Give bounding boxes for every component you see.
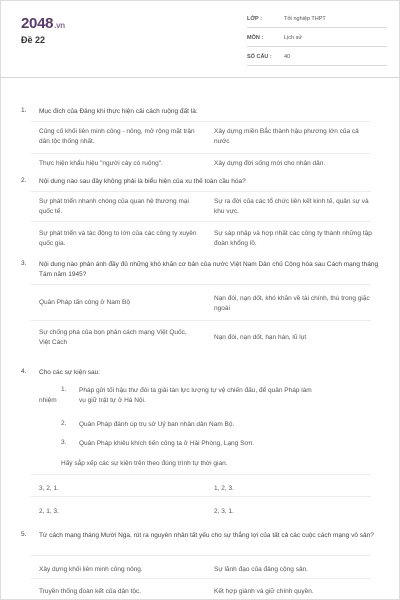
answer-option-a[interactable]: Củng cố khối liên minh công - nông, mở rộng mặt trận dân tộc thống nhất. [39, 128, 195, 145]
event-number: 2. [61, 420, 67, 427]
question-number: 3. [21, 260, 27, 267]
meta-value: Lịch sử [284, 35, 303, 41]
divider [31, 284, 371, 285]
meta-row-subject [247, 32, 387, 47]
answer-option-a[interactable]: Sự phát triển nhanh chóng của quan hệ thương mại quốc tế. [39, 198, 189, 215]
question-text: Nội dung nào phản ánh đầy đủ những khó khăn cơ bản của nước Việt Nam Dân chủ Cộng hòa sau Cách mạng tháng Tám năm 1945? [39, 261, 379, 278]
answer-option-b[interactable]: Sự ra đời của các tổ chức liên kết kinh tế, quân sự và khu vực. [214, 198, 369, 215]
divider [31, 320, 371, 321]
question-text: Cho các sự kiện sau: [39, 369, 101, 376]
answer-option-d[interactable]: Sự sáp nhập và hợp nhất các công ty thành những tập đoàn khổng lồ. [214, 230, 372, 247]
meta-label: LỚP : [247, 16, 262, 22]
question-number: 2. [21, 177, 27, 184]
meta-row-class [247, 13, 387, 28]
meta-label: SỐ CÂU : [247, 54, 272, 60]
question-number: 1. [21, 107, 27, 114]
answer-option-a[interactable]: 3, 2, 1. [39, 485, 59, 492]
answer-option-c[interactable]: Sự chống phá của bọn phản cách mạng Việt Quốc, Việt Cách [39, 329, 187, 346]
answer-option-b[interactable]: Nạn đói, nạn dốt, khó khăn về tài chính, thù trong giặc ngoài [214, 295, 370, 312]
logo-suffix: .vn [54, 21, 65, 30]
question-text: Mục đích của Đảng khi thực hiện cải cách ruộng đất là: [39, 108, 198, 115]
answer-option-c[interactable]: Thực hiện khẩu hiệu "người cày có ruộng". [39, 160, 163, 167]
divider [31, 496, 371, 497]
meta-row-count [247, 51, 387, 66]
logo-main: 2048 [21, 15, 54, 32]
divider [31, 121, 371, 122]
answer-option-d[interactable]: 2, 3, 1. [214, 508, 234, 515]
event-text: Quân Pháp khiêu khích tiến công ta ở Hải Phòng, Lạng Sơn. [79, 440, 255, 447]
divider [31, 555, 371, 556]
answer-option-c[interactable]: 2, 1, 3. [39, 508, 59, 515]
event-text-wrap: nhiệm [39, 397, 57, 404]
answer-option-b[interactable]: Sự lãnh đạo của đảng cộng sản. [214, 566, 308, 573]
answer-option-b[interactable]: Xây dựng miền Bắc thành hậu phương lớn của cả nước [214, 128, 359, 145]
answer-option-c[interactable]: Sự phát triển và tác động to lớn của các công ty xuyên quốc gia. [39, 230, 197, 247]
question-number: 4. [21, 368, 27, 375]
page-header [1, 1, 400, 77]
divider [31, 221, 371, 222]
site-logo[interactable] [21, 15, 65, 32]
answer-option-c[interactable]: Truyền thống đoàn kết của dân tộc. [39, 588, 142, 595]
event-text: Quân Pháp đánh úp trụ sở Uỷ ban nhân dân Nam Bộ. [79, 421, 235, 428]
answer-option-d[interactable]: Nạn đói, nạn dốt, hạn hán, lũ lụt [214, 334, 307, 341]
meta-label: MÔN : [247, 35, 264, 41]
divider [31, 474, 371, 475]
divider [31, 578, 371, 579]
answer-option-d[interactable]: Xây dựng đời sống mới cho nhân dân. [214, 160, 326, 167]
meta-value: 40 [284, 54, 291, 60]
event-text-cont: vụ giữ trật tự ở Hà Nội. [79, 397, 146, 404]
header-divider [1, 77, 400, 78]
event-text: Pháp gửi tối hậu thư đòi ta giải tán lực lượng tự vệ chiến đấu, để quân Pháp làm [79, 387, 312, 394]
question-text: Nội dung nào sau đây không phải là biểu hiện của xu thế toàn cầu hóa? [39, 178, 246, 185]
event-number: 1. [61, 386, 67, 393]
divider [31, 153, 371, 154]
answer-option-d[interactable]: Kết hợp giành và giữ chính quyền. [214, 588, 314, 595]
question-text: Từ cách mạng tháng Mười Nga, rút ra nguyên nhân tất yếu cho sự thắng lợi của tất cả các cuộc cách mạng vô sản? [39, 532, 374, 539]
meta-value: Tốt nghiệp THPT [284, 16, 326, 22]
event-number: 3. [61, 439, 67, 446]
exam-code: Đề 22 [21, 35, 46, 45]
exam-meta [247, 13, 387, 70]
divider [31, 191, 371, 192]
question-instruction: Hãy sắp xếp các sự kiện trên theo đúng trình tự thời gian. [61, 460, 228, 467]
question-number: 5. [21, 531, 27, 538]
answer-option-b[interactable]: 1, 2, 3. [214, 485, 234, 492]
answer-option-a[interactable]: Xây dựng khối liên minh công nông. [39, 566, 143, 573]
answer-option-a[interactable]: Quân Pháp tấn công ở Nam Bộ [39, 299, 130, 306]
